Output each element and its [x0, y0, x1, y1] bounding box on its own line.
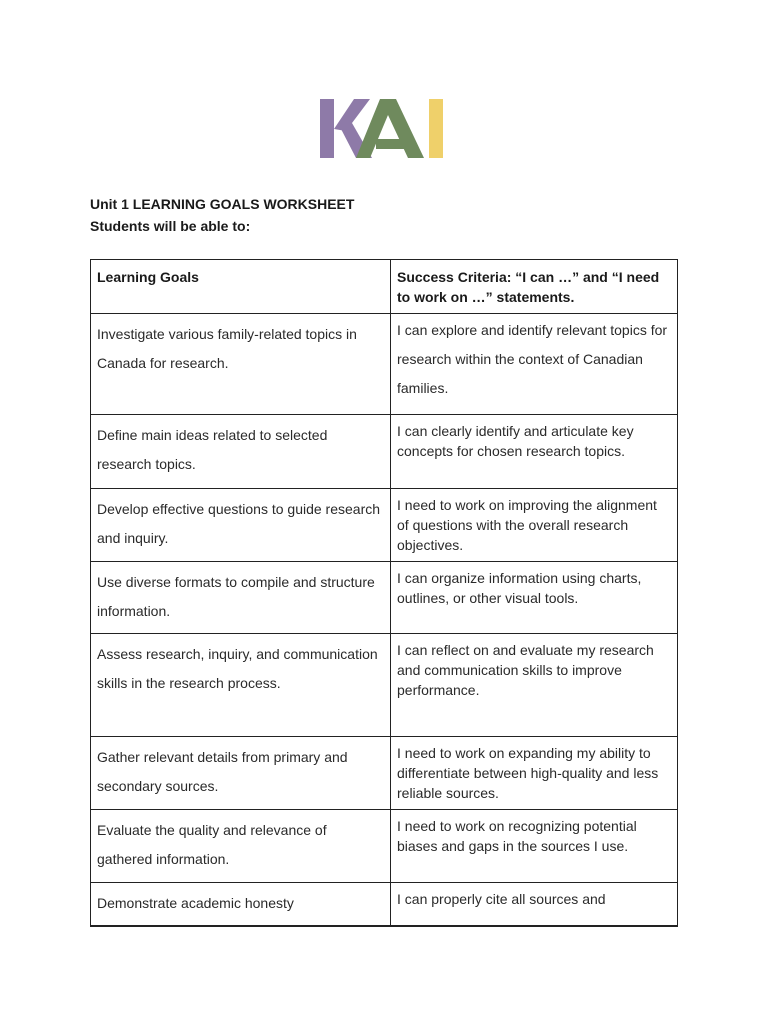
criteria-cell: I need to work on improving the alignment of questions with the overall research objectives.: [391, 489, 678, 562]
logo-letter-i: [429, 99, 443, 158]
criteria-cell: I can organize information using charts, outlines, or other visual tools.: [391, 562, 678, 634]
table-row: [91, 737, 678, 810]
criteria-cell: I need to work on recognizing potential biases and gaps in the sources I use.: [391, 810, 678, 883]
table-row: [91, 489, 678, 562]
table-row: [91, 562, 678, 634]
table-row: [91, 883, 678, 926]
goal-cell: Evaluate the quality and relevance of gathered information.: [91, 810, 391, 883]
header-success-criteria: Success Criteria: “I can …” and “I need to work on …” statements.: [391, 260, 678, 314]
kai-logo-graphic: [318, 99, 446, 159]
table-header-row: [91, 260, 678, 314]
criteria-cell: I can clearly identify and articulate key concepts for chosen research topics.: [391, 415, 678, 489]
table-row: [91, 810, 678, 883]
goal-cell: Define main ideas related to selected research topics.: [91, 415, 391, 489]
kai-logo: [318, 99, 446, 159]
worksheet-heading: [90, 193, 354, 237]
worksheet-subtitle: Students will be able to:: [90, 218, 251, 234]
header-learning-goals: Learning Goals: [91, 260, 391, 314]
criteria-cell: I can explore and identify relevant topics for research within the context of Canadian families.: [391, 314, 678, 415]
criteria-cell: I can properly cite all sources and: [391, 883, 678, 926]
learning-goals-table: [90, 259, 678, 927]
table-row: [91, 634, 678, 737]
goal-cell: Gather relevant details from primary and secondary sources.: [91, 737, 391, 810]
table-row: [91, 314, 678, 415]
criteria-cell: I need to work on expanding my ability to differentiate between high-quality and less reliable sources.: [391, 737, 678, 810]
goal-cell: Use diverse formats to compile and structure information.: [91, 562, 391, 634]
goal-cell: Demonstrate academic honesty: [91, 883, 391, 926]
goal-cell: Assess research, inquiry, and communication skills in the research process.: [91, 634, 391, 737]
table-row: [91, 415, 678, 489]
goal-cell: Develop effective questions to guide research and inquiry.: [91, 489, 391, 562]
criteria-cell: I can reflect on and evaluate my research and communication skills to improve performance.: [391, 634, 678, 737]
worksheet-title: Unit 1 LEARNING GOALS WORKSHEET: [90, 196, 355, 212]
logo-letter-a: [356, 99, 424, 158]
goal-cell: Investigate various family-related topics in Canada for research.: [91, 314, 391, 415]
